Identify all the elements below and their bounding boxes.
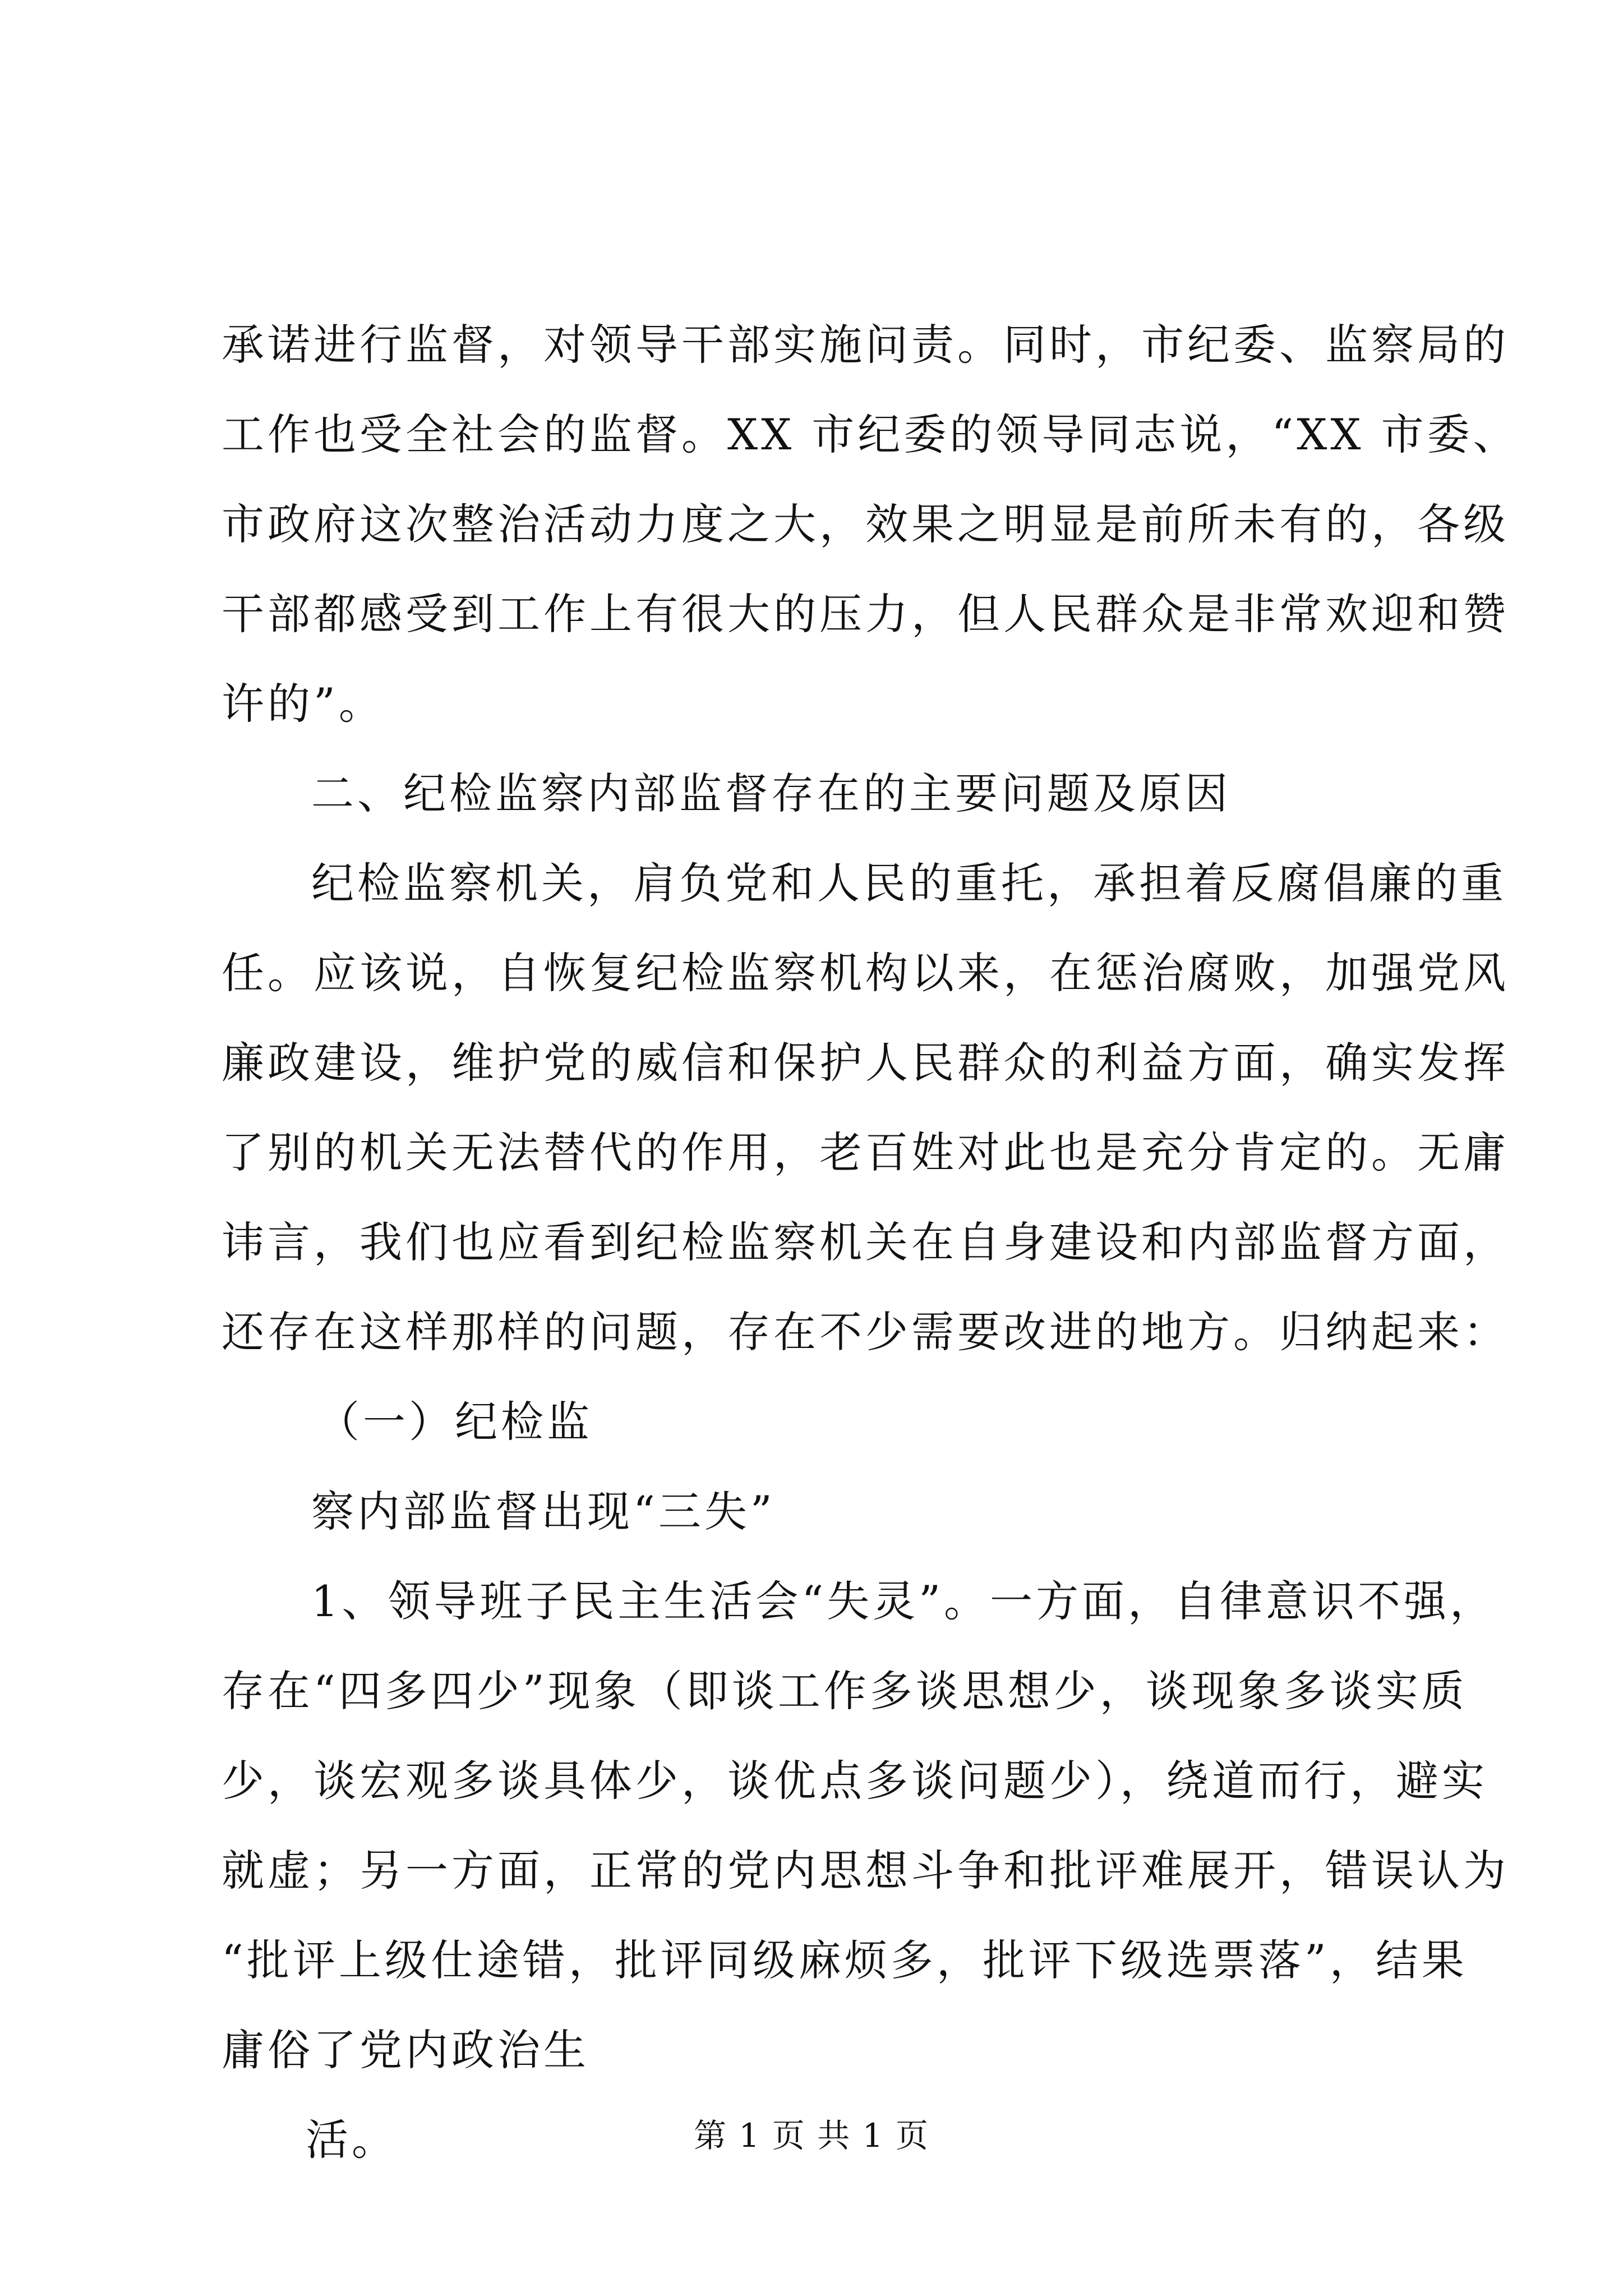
paragraph-line: 1、领导班子民主生活会“失灵”。一方面，自律意识不强，: [311, 1576, 1496, 1626]
page-number-footer: 第 1 页 共 1 页: [694, 2116, 929, 2155]
paragraph-line: 还存在这样那样的问题，存在不少需要改进的地方。归纳起来：: [222, 1307, 1509, 1357]
subsection-heading-continued: 察内部监督出现“三失”: [311, 1487, 776, 1536]
paragraph-line: 就虚；另一方面，正常的党内思想斗争和批评难展开，错误认为: [222, 1846, 1509, 1895]
subsection-heading: （一）纪检监: [317, 1397, 593, 1447]
paragraph-line: 存在“四多四少”现象（即谈工作多谈思想少，谈现象多谈实质: [222, 1666, 1468, 1716]
paragraph-line: 工作也受全社会的监督。XX 市纪委的领导同志说，“XX 市委、: [222, 409, 1519, 459]
paragraph-line: 承诺进行监督，对领导干部实施问责。同时，市纪委、监察局的: [222, 320, 1509, 370]
paragraph-line: “批评上级仕途错，批评同级麻烦多，批评下级选票落”，结果: [222, 1935, 1468, 1985]
paragraph-line: 任。应该说，自恢复纪检监察机构以来，在惩治腐败，加强党风: [222, 948, 1509, 998]
paragraph-line: 活。: [306, 2115, 398, 2165]
paragraph-line: 许的”。: [222, 679, 385, 729]
paragraph-line: 纪检监察机关，肩负党和人民的重托，承担着反腐倡廉的重: [311, 858, 1507, 908]
document-body: [222, 300, 1519, 2185]
paragraph-line: 干部都感受到工作上有很大的压力，但人民群众是非常欢迎和赞: [222, 589, 1509, 639]
paragraph-line: 讳言，我们也应看到纪检监察机关在自身建设和内部监督方面，: [222, 1217, 1509, 1267]
paragraph-line: 市政府这次整治活动力度之大，效果之明显是前所未有的，各级: [222, 499, 1509, 549]
section-heading: 二、纪检监察内部监督存在的主要问题及原因: [311, 769, 1231, 818]
paragraph-line: 庸俗了党内政治生: [222, 2025, 589, 2075]
paragraph-line: 少，谈宏观多谈具体少，谈优点多谈问题少），绕道而行，避实: [222, 1756, 1488, 1806]
paragraph-line: 了别的机关无法替代的作用，老百姓对此也是充分肯定的。无庸: [222, 1128, 1509, 1177]
paragraph-line: 廉政建设，维护党的威信和保护人民群众的利益方面，确实发挥: [222, 1038, 1509, 1088]
